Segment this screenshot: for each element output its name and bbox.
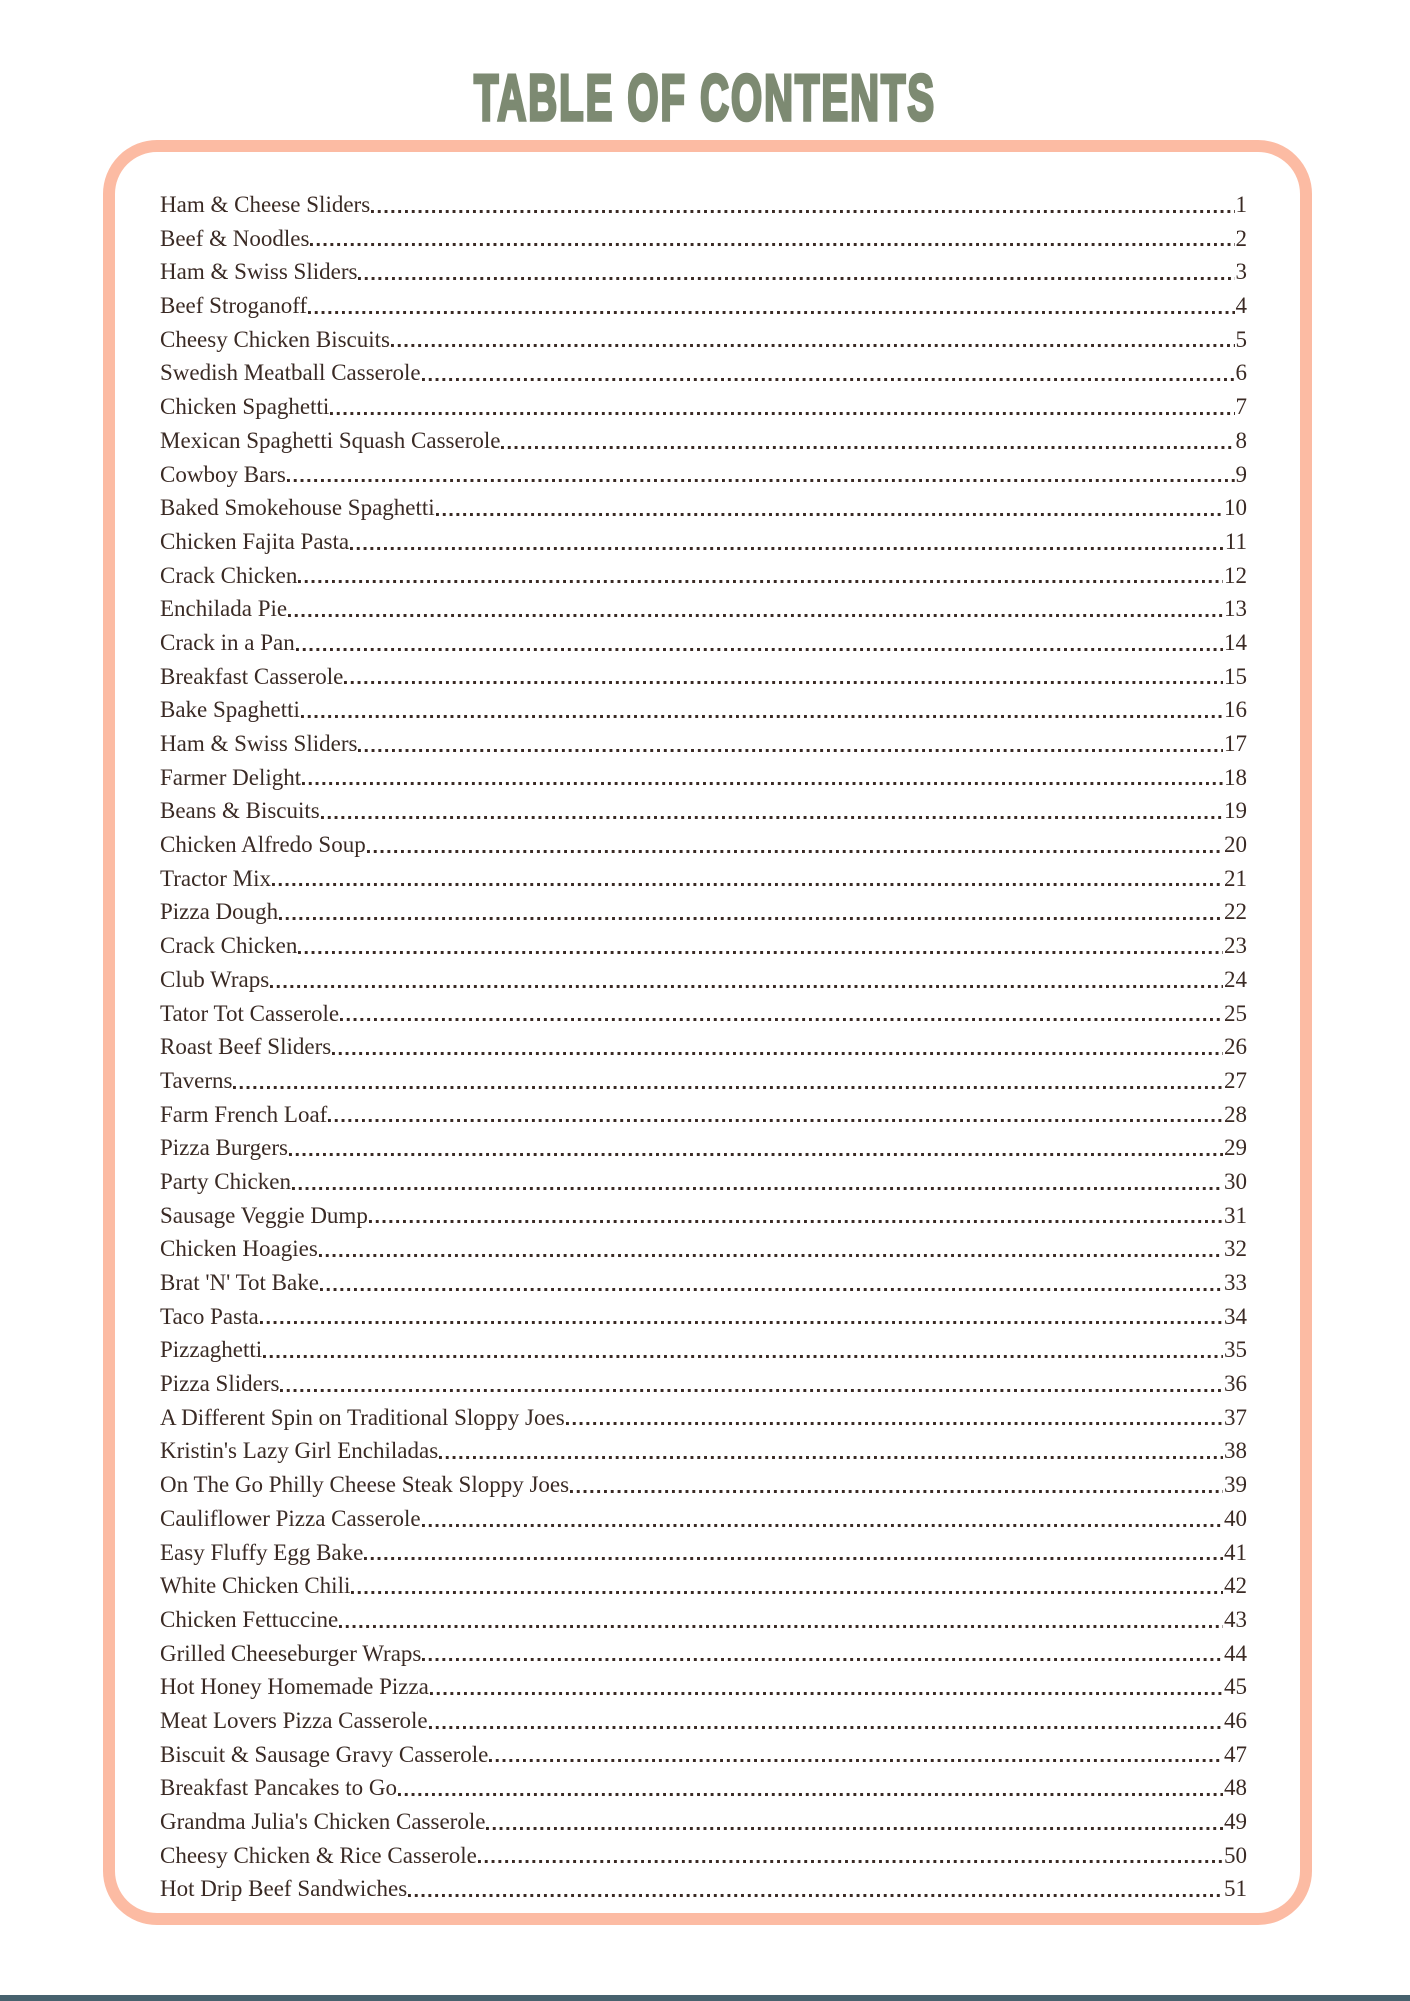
toc-dot-leader <box>391 323 1235 357</box>
toc-entry-page: 41 <box>1224 1539 1247 1565</box>
toc-entry-title: Breakfast Casserole <box>160 663 344 689</box>
toc-entry-page: 51 <box>1224 1876 1247 1902</box>
toc-entry-page: 7 <box>1235 394 1247 420</box>
toc-row <box>160 1333 1247 1367</box>
toc-row <box>160 559 1247 593</box>
toc-dot-leader <box>270 963 1223 997</box>
toc-entry-page: 22 <box>1224 899 1247 925</box>
toc-row <box>160 1468 1247 1502</box>
toc-entry-page: 46 <box>1224 1707 1247 1733</box>
toc-dot-leader <box>298 929 1223 963</box>
toc-entry-page: 43 <box>1224 1606 1247 1632</box>
toc-entry-page: 10 <box>1224 495 1247 521</box>
toc-entry-title: Cheesy Chicken & Rice Casserole <box>160 1842 477 1868</box>
toc-dot-leader <box>302 761 1223 795</box>
toc-entry-page: 35 <box>1224 1337 1247 1363</box>
toc-row <box>160 1232 1247 1266</box>
toc-row <box>160 323 1247 357</box>
toc-row <box>160 761 1247 795</box>
toc-dot-leader <box>321 794 1223 828</box>
toc-dot-leader <box>364 1536 1223 1570</box>
toc-entry-page: 1 <box>1235 192 1247 217</box>
toc-row <box>160 1266 1247 1300</box>
toc-entry-page: 26 <box>1224 1034 1247 1060</box>
toc-entry-title: Chicken Alfredo Soup <box>160 832 366 858</box>
toc-dot-leader <box>439 1434 1223 1468</box>
toc-dot-leader <box>263 1333 1223 1367</box>
toc-dot-leader <box>489 1738 1223 1772</box>
toc-row <box>160 1030 1247 1064</box>
toc-entry-title: Pizza Burgers <box>160 1135 288 1161</box>
toc-entry-title: Cauliflower Pizza Casserole <box>160 1505 421 1531</box>
toc-entry-title: Enchilada Pie <box>160 596 288 622</box>
toc-row <box>160 525 1247 559</box>
toc-entry-title: Hot Drip Beef Sandwiches <box>160 1876 408 1902</box>
toc-entry-title: Tractor Mix <box>160 865 271 891</box>
toc-dot-leader <box>320 1266 1223 1300</box>
toc-entry-title: Tator Tot Casserole <box>160 1000 340 1026</box>
toc-dot-leader <box>308 289 1234 323</box>
toc-row <box>160 1434 1247 1468</box>
toc-entry-title: White Chicken Chili <box>160 1573 351 1599</box>
footer-accent-bar <box>0 1995 1410 2001</box>
toc-entry-page: 40 <box>1224 1505 1247 1531</box>
toc-entry-page: 49 <box>1224 1809 1247 1834</box>
toc-entry-page: 42 <box>1224 1573 1247 1599</box>
toc-row <box>160 356 1247 390</box>
toc-entry-title: Chicken Spaghetti <box>160 394 330 420</box>
toc-entry-title: Baked Smokehouse Spaghetti <box>160 495 435 521</box>
toc-entry-page: 27 <box>1224 1067 1247 1093</box>
toc-entry-page: 34 <box>1224 1303 1247 1329</box>
toc-entry-page: 6 <box>1235 360 1247 386</box>
toc-row <box>160 997 1247 1031</box>
toc-row <box>160 1199 1247 1233</box>
toc-entry-page: 39 <box>1224 1472 1247 1498</box>
toc-entry-page: 3 <box>1235 259 1247 285</box>
toc-entry-page: 29 <box>1224 1135 1247 1161</box>
toc-row <box>160 1771 1247 1805</box>
toc-row <box>160 1872 1247 1906</box>
toc-entry-title: Beef & Noodles <box>160 225 310 251</box>
toc-dot-leader <box>287 458 1235 492</box>
toc-entry-page: 18 <box>1224 764 1247 790</box>
toc-dot-leader <box>288 592 1223 626</box>
toc-entry-title: Farmer Delight <box>160 764 302 790</box>
toc-dot-leader <box>350 525 1224 559</box>
page-header <box>0 60 1410 138</box>
toc-entry-title: Sausage Veggie Dump <box>160 1202 368 1228</box>
toc-entry-title: Crack in a Pan <box>160 629 295 655</box>
toc-row <box>160 1098 1247 1132</box>
toc-entry-title: Biscuit & Sausage Gravy Casserole <box>160 1741 489 1767</box>
toc-entry-title: Chicken Hoagies <box>160 1236 318 1262</box>
toc-row <box>160 727 1247 761</box>
toc-dot-leader <box>371 188 1234 222</box>
toc-entry-page: 45 <box>1224 1674 1247 1700</box>
toc-entry-title: Swedish Meatball Casserole <box>160 360 421 386</box>
toc-entry-page: 37 <box>1224 1404 1247 1430</box>
toc-row <box>160 1670 1247 1704</box>
toc-row <box>160 1805 1247 1839</box>
toc-dot-leader <box>358 727 1223 761</box>
toc-dot-leader <box>430 1670 1223 1704</box>
toc-entry-page: 23 <box>1224 933 1247 959</box>
toc-entry-title: Mexican Spaghetti Squash Casserole <box>160 427 501 453</box>
toc-row <box>160 693 1247 727</box>
toc-entry-title: Club Wraps <box>160 966 270 992</box>
toc-entry-page: 28 <box>1224 1101 1247 1127</box>
toc-entry-title: Beef Stroganoff <box>160 293 308 319</box>
toc-entry-title: Ham & Cheese Sliders <box>160 192 371 217</box>
page-title: TABLE OF CONTENTS <box>473 62 937 134</box>
toc-entry-title: Easy Fluffy Egg Bake <box>160 1539 364 1565</box>
toc-dot-leader <box>422 1502 1223 1536</box>
toc-row <box>160 1064 1247 1098</box>
toc-entry-title: Kristin's Lazy Girl Enchiladas <box>160 1438 439 1464</box>
toc-dot-leader <box>408 1872 1223 1906</box>
toc-dot-leader <box>367 828 1223 862</box>
toc-dot-leader <box>422 1637 1223 1671</box>
toc-entry-page: 31 <box>1224 1202 1247 1228</box>
toc-dot-leader <box>429 1704 1223 1738</box>
toc-entry-title: Chicken Fettuccine <box>160 1606 339 1632</box>
toc-entry-page: 13 <box>1224 596 1247 622</box>
toc-entry-page: 20 <box>1224 832 1247 858</box>
toc-entry-title: Breakfast Pancakes to Go <box>160 1775 397 1801</box>
toc-entry-title: Meat Lovers Pizza Casserole <box>160 1707 428 1733</box>
toc-entry-title: Grilled Cheeseburger Wraps <box>160 1640 422 1666</box>
toc-entry-page: 47 <box>1224 1741 1247 1767</box>
toc-entry-title: Cowboy Bars <box>160 461 286 487</box>
toc-entry-page: 50 <box>1224 1842 1247 1868</box>
toc-entry-title: Brat 'N' Tot Bake <box>160 1270 319 1295</box>
toc-dot-leader <box>570 1468 1223 1502</box>
toc-entry-page: 33 <box>1224 1270 1247 1295</box>
toc-dot-leader <box>332 1030 1223 1064</box>
toc-dot-leader <box>566 1401 1223 1435</box>
toc-entry-page: 21 <box>1224 865 1247 891</box>
toc-dot-leader <box>328 1098 1223 1132</box>
toc-dot-leader <box>233 1064 1223 1098</box>
toc-row <box>160 222 1247 256</box>
toc-dot-leader <box>340 997 1223 1031</box>
toc-entry-title: Chicken Fajita Pasta <box>160 528 350 554</box>
toc-entry-title: Crack Chicken <box>160 933 298 959</box>
toc-entry-title: Crack Chicken <box>160 562 298 588</box>
toc-row <box>160 794 1247 828</box>
toc-entry-page: 9 <box>1235 461 1247 487</box>
toc-entry-title: Party Chicken <box>160 1168 291 1194</box>
toc-row <box>160 1502 1247 1536</box>
toc-entry-title: Bake Spaghetti <box>160 697 300 723</box>
toc-dot-leader <box>292 1165 1223 1199</box>
toc-entry-page: 5 <box>1235 326 1247 352</box>
toc-row <box>160 1367 1247 1401</box>
toc-row <box>160 458 1247 492</box>
toc-dot-leader <box>478 1839 1223 1873</box>
toc-dot-leader <box>296 626 1223 660</box>
toc-frame <box>103 140 1312 1925</box>
toc-entry-title: Ham & Swiss Sliders <box>160 731 358 756</box>
toc-dot-leader <box>422 356 1235 390</box>
toc-dot-leader <box>339 1603 1223 1637</box>
toc-row <box>160 1401 1247 1435</box>
toc-dot-leader <box>310 222 1234 256</box>
toc-entry-page: 30 <box>1224 1168 1247 1194</box>
toc-row <box>160 1738 1247 1772</box>
toc-entry-page: 14 <box>1224 629 1247 655</box>
toc-entry-page: 32 <box>1224 1236 1247 1262</box>
toc-row <box>160 188 1247 222</box>
toc-entry-title: Grandma Julia's Chicken Casserole <box>160 1809 486 1834</box>
toc-entry-title: Pizza Dough <box>160 899 279 925</box>
toc-entry-page: 48 <box>1224 1775 1247 1801</box>
toc-entry-title: A Different Spin on Traditional Sloppy Joes <box>160 1404 565 1430</box>
toc-entry-page: 17 <box>1224 731 1247 756</box>
toc-dot-leader <box>436 491 1223 525</box>
toc-row <box>160 592 1247 626</box>
toc-row <box>160 289 1247 323</box>
toc-entry-title: On The Go Philly Cheese Steak Sloppy Joes <box>160 1472 570 1498</box>
toc-row <box>160 1704 1247 1738</box>
toc-row <box>160 491 1247 525</box>
toc-entry-page: 38 <box>1224 1438 1247 1464</box>
toc-dot-leader <box>369 1199 1223 1233</box>
toc-entry-title: Beans & Biscuits <box>160 798 320 824</box>
toc-entry-title: Hot Honey Homemade Pizza <box>160 1674 429 1700</box>
toc-entry-page: 12 <box>1224 562 1247 588</box>
toc-entry-page: 11 <box>1224 528 1247 554</box>
toc-entry-page: 4 <box>1235 293 1247 319</box>
toc-row <box>160 1637 1247 1671</box>
toc-row <box>160 660 1247 694</box>
toc-dot-leader <box>289 1131 1223 1165</box>
toc-row <box>160 1300 1247 1334</box>
toc-entry-title: Farm French Loaf <box>160 1101 328 1127</box>
toc-row <box>160 1603 1247 1637</box>
toc-dot-leader <box>344 660 1223 694</box>
toc-entry-page: 2 <box>1235 225 1247 251</box>
toc-row <box>160 255 1247 289</box>
toc-dot-leader <box>398 1771 1223 1805</box>
toc-row <box>160 895 1247 929</box>
toc-row <box>160 963 1247 997</box>
toc-row <box>160 626 1247 660</box>
toc-entry-title: Taco Pasta <box>160 1303 259 1329</box>
toc-entry-title: Pizza Sliders <box>160 1371 280 1397</box>
toc-row <box>160 390 1247 424</box>
toc-row <box>160 1839 1247 1873</box>
toc-dot-leader <box>298 559 1223 593</box>
toc-row <box>160 862 1247 896</box>
toc-entry-page: 36 <box>1224 1371 1247 1397</box>
toc-dot-leader <box>319 1232 1223 1266</box>
toc-entry-page: 24 <box>1224 966 1247 992</box>
toc-entry-title: Ham & Swiss Sliders <box>160 259 358 285</box>
toc-dot-leader <box>279 895 1223 929</box>
toc-dot-leader <box>501 424 1234 458</box>
toc-entry-page: 15 <box>1224 663 1247 689</box>
toc-dot-leader <box>330 390 1234 424</box>
toc-dot-leader <box>358 255 1234 289</box>
toc-row <box>160 424 1247 458</box>
toc-entry-page: 19 <box>1224 798 1247 824</box>
toc-list <box>160 188 1247 1906</box>
toc-entry-title: Taverns <box>160 1067 233 1093</box>
toc-entry-page: 8 <box>1235 427 1247 453</box>
toc-dot-leader <box>486 1805 1223 1839</box>
toc-entry-page: 25 <box>1224 1000 1247 1026</box>
toc-entry-title: Cheesy Chicken Biscuits <box>160 326 390 352</box>
toc-dot-leader <box>351 1569 1223 1603</box>
toc-row <box>160 1536 1247 1570</box>
toc-dot-leader <box>301 693 1223 727</box>
toc-entry-title: Pizzaghetti <box>160 1337 263 1363</box>
toc-row <box>160 929 1247 963</box>
toc-dot-leader <box>280 1367 1223 1401</box>
toc-row <box>160 1569 1247 1603</box>
toc-entry-page: 44 <box>1224 1640 1247 1666</box>
toc-row <box>160 1165 1247 1199</box>
toc-row <box>160 1131 1247 1165</box>
toc-dot-leader <box>260 1300 1223 1334</box>
toc-row <box>160 828 1247 862</box>
toc-entry-title: Roast Beef Sliders <box>160 1034 332 1060</box>
toc-dot-leader <box>272 862 1223 896</box>
toc-entry-page: 16 <box>1224 697 1247 723</box>
